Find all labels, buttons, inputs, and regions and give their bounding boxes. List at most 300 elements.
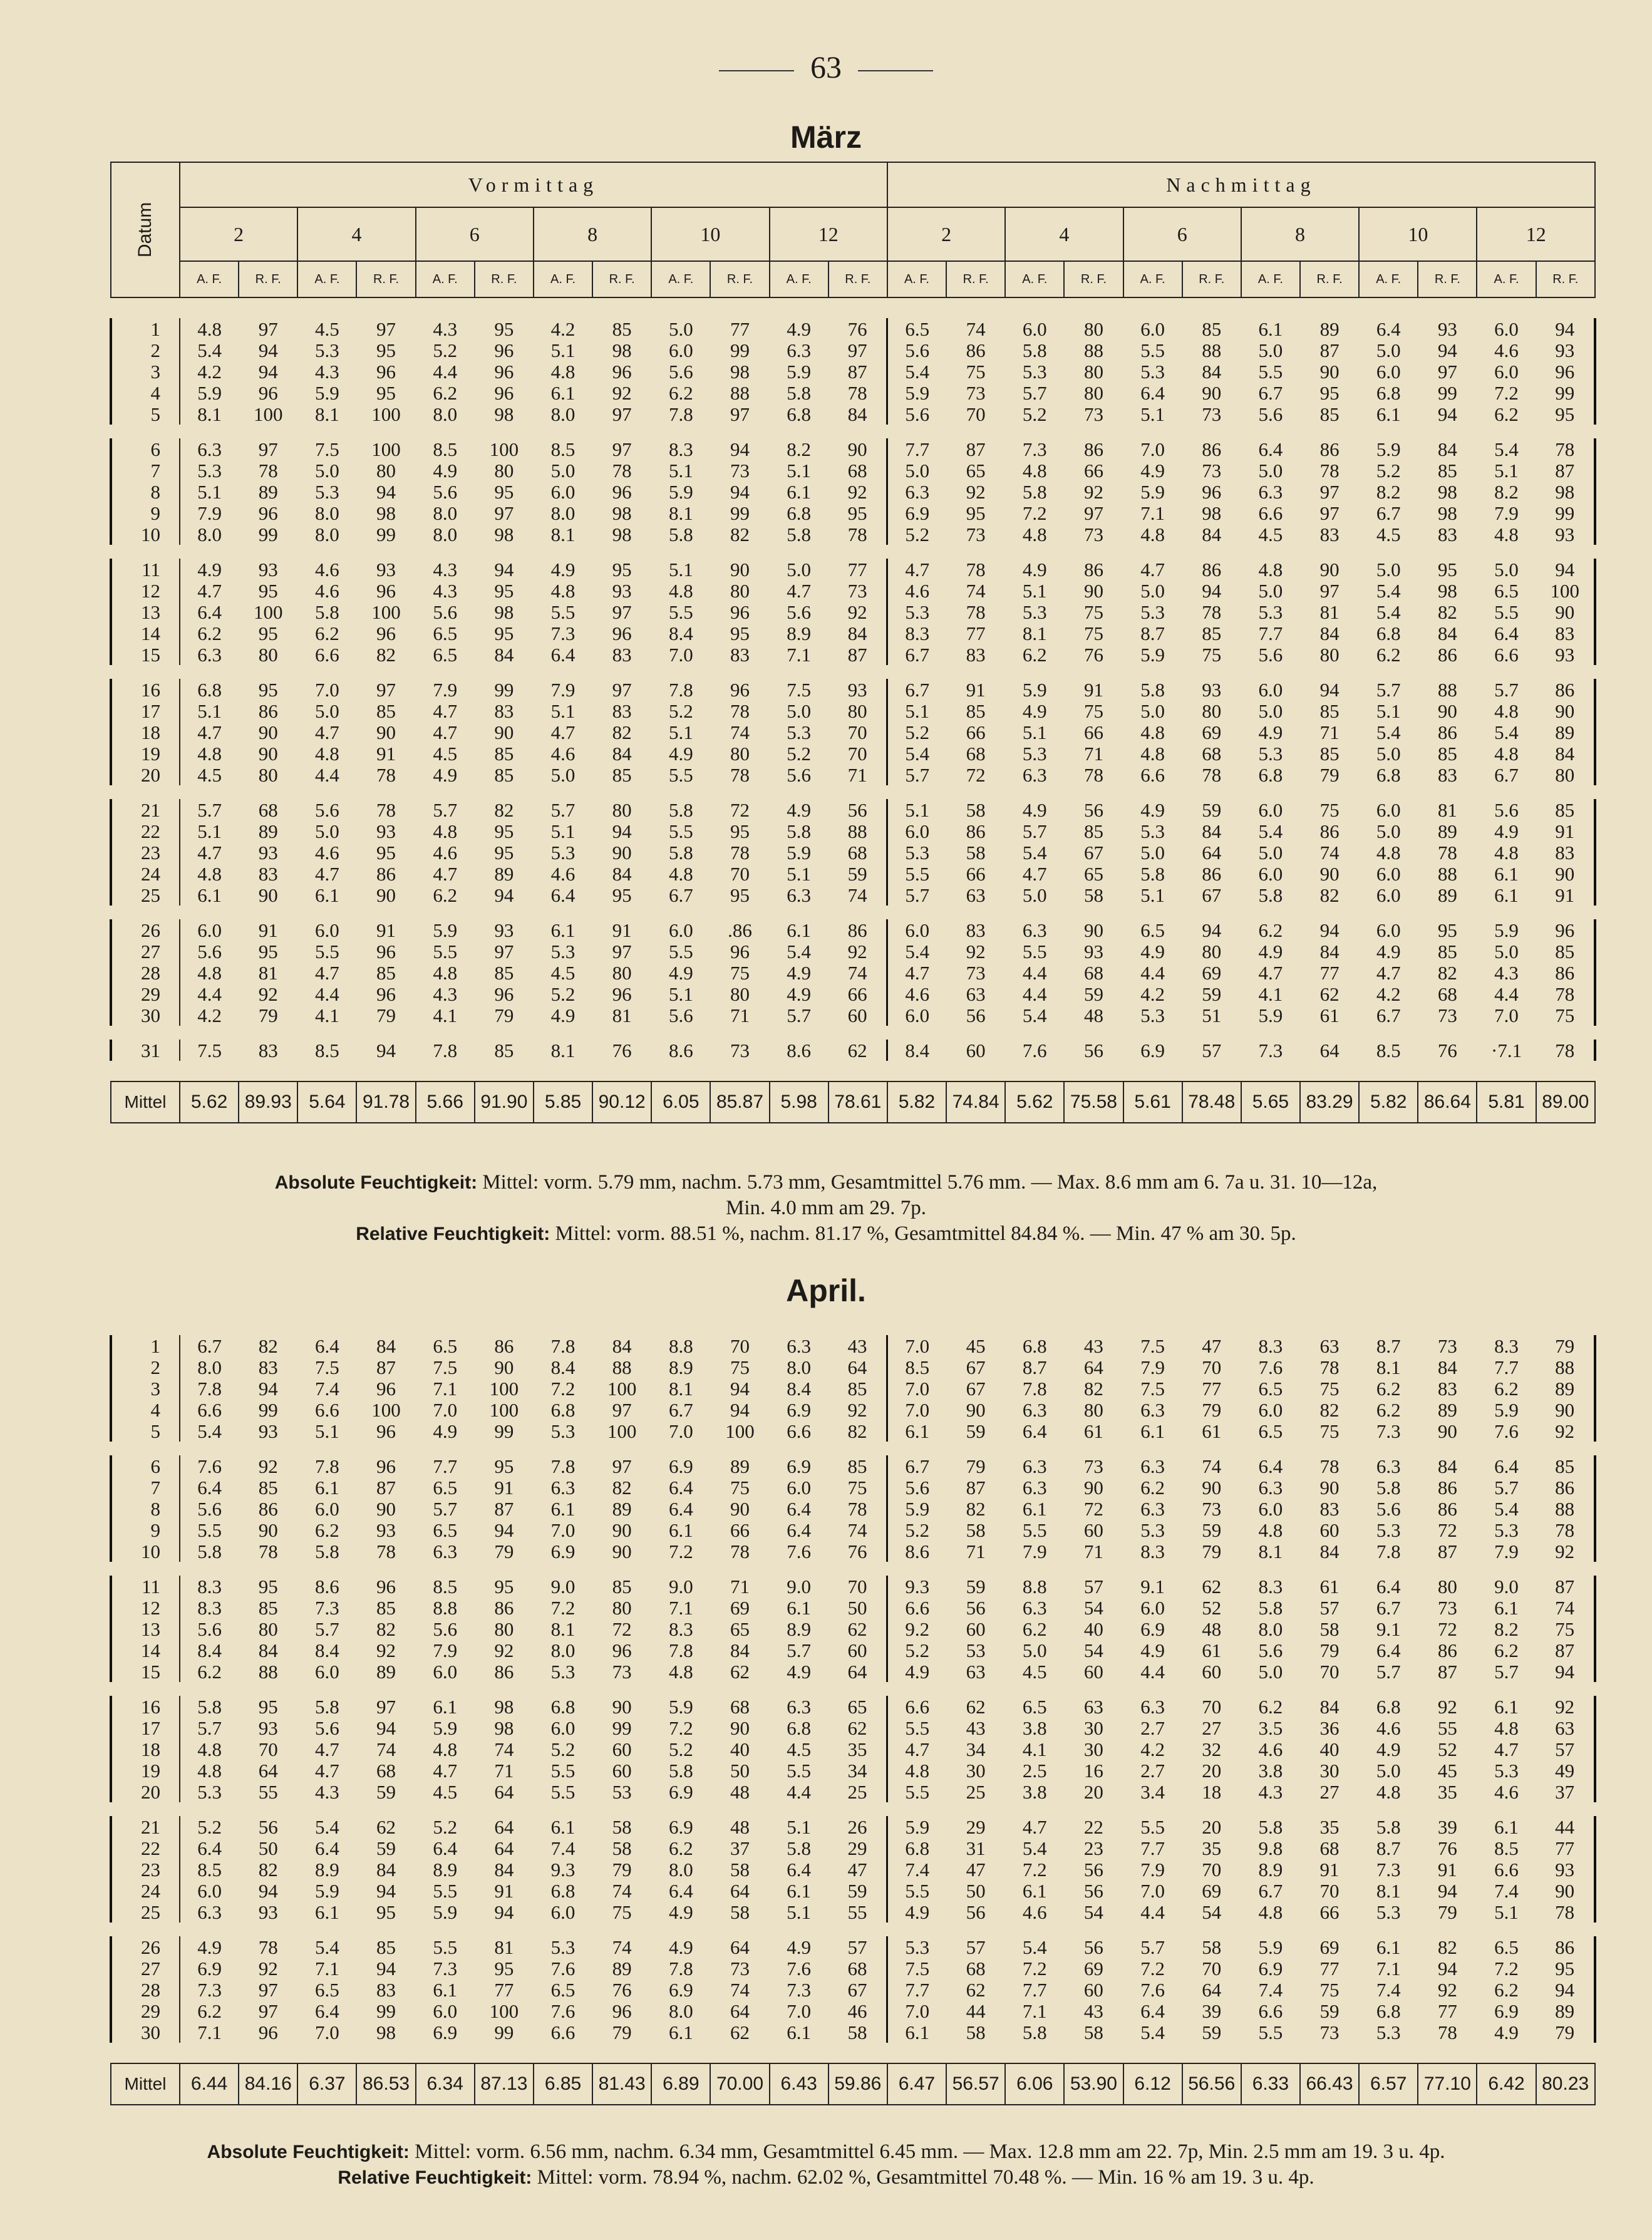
value-cell: 68 bbox=[1437, 983, 1457, 1005]
value-cell: 5.6 bbox=[197, 1497, 222, 1520]
value-cell: 79 bbox=[494, 1004, 514, 1026]
value-cell: 95 bbox=[1437, 919, 1457, 941]
mittel-cell: 91.78 bbox=[356, 1081, 415, 1123]
value-cell: 6.7 bbox=[1258, 381, 1283, 404]
value-cell: 4.3 bbox=[1258, 1780, 1283, 1803]
value-cell: 93 bbox=[258, 841, 278, 864]
value-cell: 91 bbox=[1319, 1858, 1340, 1881]
value-cell: 54 bbox=[1202, 1901, 1222, 1923]
value-cell: 90 bbox=[376, 1497, 396, 1520]
value-cell: 5.3 bbox=[1376, 1519, 1401, 1541]
value-cell: 86 bbox=[1437, 1497, 1457, 1520]
value-cell: 7.3 bbox=[1376, 1858, 1401, 1881]
day-cell: 5 bbox=[111, 403, 180, 425]
value-cell: 85 bbox=[258, 1476, 278, 1499]
value-cell: 6.1 bbox=[1494, 1596, 1519, 1619]
value-cell: 5.6 bbox=[1376, 1497, 1401, 1520]
value-cell: 5.0 bbox=[550, 763, 576, 786]
value-cell: 8.3 bbox=[668, 1618, 693, 1640]
value-cell: 4.9 bbox=[1022, 798, 1047, 821]
value-cell: 100 bbox=[253, 601, 283, 623]
value-cell: 7.5 bbox=[1140, 1377, 1165, 1400]
hour-header: 2 bbox=[180, 207, 297, 261]
value-cell: 7.8 bbox=[433, 1039, 458, 1061]
value-cell: 4.7 bbox=[433, 1759, 458, 1782]
value-cell: 87 bbox=[1437, 1540, 1457, 1562]
value-cell: 6.5 bbox=[433, 1519, 458, 1541]
value-cell: 6.2 bbox=[315, 622, 339, 644]
value-cell: 5.2 bbox=[905, 721, 930, 743]
day-cell: 4 bbox=[111, 1399, 180, 1420]
value-cell: 6.1 bbox=[668, 1519, 693, 1541]
value-cell: 86 bbox=[1319, 820, 1340, 842]
value-cell: 57 bbox=[1083, 1575, 1103, 1597]
value-cell: 80 bbox=[258, 1618, 278, 1640]
value-cell: 46 bbox=[829, 2000, 887, 2021]
value-cell: 4.8 bbox=[1494, 699, 1519, 722]
day-cell: 13 bbox=[111, 1618, 180, 1639]
value-cell: 99 bbox=[1437, 381, 1457, 404]
value-cell: 6.1 bbox=[433, 1695, 458, 1718]
value-cell: 100 bbox=[607, 1377, 637, 1400]
value-cell: 7.5 bbox=[787, 678, 812, 701]
value-cell: 7.1 bbox=[787, 643, 812, 666]
value-cell: 87 bbox=[494, 1497, 514, 1520]
value-cell: 5.8 bbox=[787, 523, 812, 545]
value-cell: 5.6 bbox=[197, 1618, 222, 1640]
value-cell: 84 bbox=[1536, 743, 1595, 764]
table-row bbox=[111, 524, 1595, 545]
value-cell: 94 bbox=[1536, 1661, 1595, 1682]
value-cell: 7.0 bbox=[668, 1420, 693, 1442]
hour-header: 12 bbox=[1477, 207, 1594, 261]
value-cell: 73 bbox=[966, 523, 986, 545]
value-cell: 57 bbox=[1536, 1738, 1595, 1760]
value-cell: 95 bbox=[494, 622, 514, 644]
value-cell: 5.2 bbox=[1022, 403, 1047, 425]
day-cell: 9 bbox=[111, 502, 180, 524]
mittel-cell: 87.13 bbox=[475, 2063, 534, 2105]
value-cell: 8.6 bbox=[315, 1575, 339, 1597]
value-cell: 78 bbox=[966, 558, 986, 581]
value-cell: 78 bbox=[612, 459, 632, 482]
value-cell: 8.1 bbox=[550, 1039, 576, 1061]
value-cell: 5.9 bbox=[1258, 1936, 1283, 1958]
value-cell: 48 bbox=[730, 1815, 750, 1838]
value-cell: 85 bbox=[1437, 940, 1457, 963]
value-cell: 20 bbox=[1083, 1780, 1103, 1803]
value-cell: 6.0 bbox=[787, 1476, 812, 1499]
rf-header: R. F. bbox=[1064, 261, 1123, 297]
value-cell: 8.9 bbox=[787, 622, 812, 644]
value-cell: 4.3 bbox=[315, 1780, 339, 1803]
value-cell: 4.2 bbox=[197, 1004, 222, 1026]
value-cell: 4.9 bbox=[1140, 1639, 1165, 1661]
value-cell: 5.6 bbox=[197, 940, 222, 963]
value-cell: 93 bbox=[1536, 524, 1595, 545]
value-cell: 5.4 bbox=[905, 940, 930, 963]
value-cell: 4.3 bbox=[433, 983, 458, 1005]
value-cell: 4.6 bbox=[315, 579, 339, 602]
value-cell: 69 bbox=[1083, 1957, 1103, 1979]
value-cell: 84 bbox=[258, 1639, 278, 1661]
value-cell: 92 bbox=[258, 1957, 278, 1979]
value-cell: 4.8 bbox=[197, 961, 222, 984]
value-cell: 69 bbox=[1202, 721, 1222, 743]
value-cell: 91 bbox=[1536, 884, 1595, 906]
value-cell: 8.9 bbox=[787, 1618, 812, 1640]
table-row bbox=[111, 1661, 1595, 1682]
value-cell: 8.7 bbox=[1022, 1356, 1047, 1378]
value-cell: 95 bbox=[1536, 403, 1595, 425]
value-cell: 7.5 bbox=[905, 1957, 930, 1979]
value-cell: 96 bbox=[1202, 480, 1222, 503]
value-cell: 73 bbox=[966, 381, 986, 404]
value-cell: 5.8 bbox=[197, 1540, 222, 1562]
value-cell: 6.3 bbox=[787, 1695, 812, 1718]
value-cell: 84 bbox=[730, 1639, 750, 1661]
value-cell: 5.3 bbox=[550, 1936, 576, 1958]
value-cell: 87 bbox=[1536, 460, 1595, 481]
value-cell: 6.1 bbox=[315, 1901, 339, 1923]
value-cell: 7.2 bbox=[1140, 1957, 1165, 1979]
value-cell: 7.0 bbox=[668, 643, 693, 666]
value-cell: 8.3 bbox=[668, 438, 693, 460]
value-cell: 8.3 bbox=[1258, 1334, 1283, 1357]
value-cell: 90 bbox=[376, 884, 396, 906]
value-cell: 85 bbox=[1536, 799, 1595, 820]
value-cell: 74 bbox=[494, 1738, 514, 1760]
value-cell: 4.8 bbox=[197, 742, 222, 765]
value-cell: 5.8 bbox=[1376, 1815, 1401, 1838]
note-label: Absolute Feuchtigkeit: bbox=[274, 1172, 478, 1193]
value-cell: 47 bbox=[1202, 1334, 1222, 1357]
value-cell: 66 bbox=[966, 862, 986, 885]
value-cell: 6.1 bbox=[1376, 1936, 1401, 1958]
value-cell: 63 bbox=[966, 983, 986, 1005]
value-cell: 4.9 bbox=[1140, 459, 1165, 482]
value-cell: 75 bbox=[966, 360, 986, 383]
value-cell: 5.0 bbox=[1376, 339, 1401, 361]
value-cell: 96 bbox=[376, 940, 396, 963]
value-cell: 31 bbox=[966, 1837, 986, 1859]
value-cell: 4.5 bbox=[787, 1738, 812, 1760]
value-cell: 96 bbox=[494, 381, 514, 404]
value-cell: 20 bbox=[1202, 1815, 1222, 1838]
value-cell: 5.8 bbox=[1022, 480, 1047, 503]
value-cell: 79 bbox=[258, 1004, 278, 1026]
value-cell: 94 bbox=[376, 1716, 396, 1739]
value-cell: 84 bbox=[494, 1858, 514, 1881]
value-cell: 8.7 bbox=[1140, 622, 1165, 644]
value-cell: 66 bbox=[829, 983, 887, 1004]
value-cell: 75 bbox=[730, 961, 750, 984]
value-cell: 6.0 bbox=[905, 919, 930, 941]
value-cell: 3.4 bbox=[1140, 1780, 1165, 1803]
value-cell: 4.9 bbox=[668, 1936, 693, 1958]
value-cell: 5.2 bbox=[905, 1639, 930, 1661]
value-cell: 7.1 bbox=[1022, 2000, 1047, 2022]
day-cell: 8 bbox=[111, 1498, 180, 1519]
value-cell: 6.0 bbox=[433, 2000, 458, 2022]
mittel-cell: 75.58 bbox=[1064, 1081, 1123, 1123]
value-cell: 5.8 bbox=[668, 841, 693, 864]
value-cell: 91 bbox=[376, 919, 396, 941]
table-row bbox=[111, 1378, 1595, 1399]
table-row bbox=[111, 1816, 1595, 1837]
value-cell: 48 bbox=[730, 1780, 750, 1803]
value-cell: 6.8 bbox=[787, 502, 812, 524]
value-cell: 8.2 bbox=[1376, 480, 1401, 503]
value-cell: 6.4 bbox=[1258, 438, 1283, 460]
value-cell: 8.1 bbox=[550, 1618, 576, 1640]
table-row bbox=[111, 1696, 1595, 1717]
value-cell: 76 bbox=[1083, 643, 1103, 666]
value-cell: 50 bbox=[730, 1759, 750, 1782]
value-cell: 91 bbox=[376, 742, 396, 765]
af-header: A. F. bbox=[651, 261, 710, 297]
value-cell: 86 bbox=[1437, 1639, 1457, 1661]
value-cell: 5.4 bbox=[1022, 841, 1047, 864]
value-cell: 90 bbox=[1536, 601, 1595, 622]
value-cell: 75 bbox=[1536, 1618, 1595, 1639]
value-cell: 5.6 bbox=[905, 339, 930, 361]
value-cell: 86 bbox=[1437, 643, 1457, 666]
value-cell: 70 bbox=[258, 1738, 278, 1760]
value-cell: 73 bbox=[1202, 1497, 1222, 1520]
value-cell: 58 bbox=[966, 841, 986, 864]
value-cell: 98 bbox=[1536, 481, 1595, 502]
value-cell: 6.2 bbox=[1494, 1639, 1519, 1661]
value-cell: 7.9 bbox=[433, 1639, 458, 1661]
value-cell: 5.9 bbox=[905, 1815, 930, 1838]
value-cell: 6.6 bbox=[1258, 502, 1283, 524]
day-cell: 23 bbox=[111, 842, 180, 863]
value-cell: 65 bbox=[730, 1618, 750, 1640]
value-cell: 73 bbox=[730, 1957, 750, 1979]
value-cell: 6.7 bbox=[1494, 763, 1519, 786]
day-cell: 7 bbox=[111, 460, 180, 481]
value-cell: .86 bbox=[728, 919, 752, 941]
value-cell: 7.9 bbox=[1494, 1540, 1519, 1562]
value-cell: 95 bbox=[966, 502, 986, 524]
value-cell: 75 bbox=[1202, 643, 1222, 666]
value-cell: 99 bbox=[258, 1398, 278, 1421]
value-cell: 64 bbox=[1202, 841, 1222, 864]
value-cell: 90 bbox=[612, 841, 632, 864]
value-cell: 84 bbox=[1202, 523, 1222, 545]
value-cell: 7.1 bbox=[197, 2021, 222, 2043]
value-cell: 6.5 bbox=[905, 317, 930, 340]
value-cell: 35 bbox=[1437, 1780, 1457, 1803]
value-cell: 5.3 bbox=[1140, 1004, 1165, 1026]
value-cell: 74 bbox=[730, 1978, 750, 2001]
value-cell: 98 bbox=[1437, 502, 1457, 524]
value-cell: ·7.1 bbox=[1491, 1039, 1522, 1061]
value-cell: 5.3 bbox=[550, 1660, 576, 1683]
value-cell: 93 bbox=[1202, 678, 1222, 701]
value-cell: 5.5 bbox=[550, 601, 576, 623]
value-cell: 5.4 bbox=[787, 940, 812, 963]
value-cell: 74 bbox=[376, 1738, 396, 1760]
value-cell: 85 bbox=[612, 317, 632, 340]
value-cell: 4.9 bbox=[668, 742, 693, 765]
value-cell: 60 bbox=[1202, 1660, 1222, 1683]
value-cell: 6.6 bbox=[197, 1398, 222, 1421]
value-cell: 58 bbox=[966, 2021, 986, 2043]
mittel-cell: 6.12 bbox=[1123, 2063, 1182, 2105]
value-cell: 97 bbox=[258, 438, 278, 460]
rf-header: R. F. bbox=[1300, 261, 1359, 297]
value-cell: 8.1 bbox=[1376, 1879, 1401, 1902]
value-cell: 7.7 bbox=[1140, 1837, 1165, 1859]
value-cell: 35 bbox=[1319, 1815, 1340, 1838]
value-cell: 5.8 bbox=[1376, 1476, 1401, 1499]
value-cell: 95 bbox=[376, 1901, 396, 1923]
value-cell: 87 bbox=[376, 1476, 396, 1499]
value-cell: 6.6 bbox=[1258, 2000, 1283, 2022]
value-cell: 8.5 bbox=[315, 1039, 339, 1061]
value-cell: 93 bbox=[258, 558, 278, 581]
value-cell: 6.2 bbox=[433, 381, 458, 404]
value-cell: 56 bbox=[966, 1596, 986, 1619]
value-cell: 5.0 bbox=[1376, 558, 1401, 581]
value-cell: 99 bbox=[612, 1716, 632, 1739]
value-cell: 8.0 bbox=[197, 1356, 222, 1378]
value-cell: 100 bbox=[607, 1420, 637, 1442]
table-row bbox=[111, 1420, 1595, 1442]
value-cell: 62 bbox=[829, 1618, 887, 1639]
value-cell: 4.3 bbox=[433, 317, 458, 340]
mittel-cell: 77.10 bbox=[1418, 2063, 1477, 2105]
value-cell: 6.0 bbox=[1494, 317, 1519, 340]
datum-header: Datum bbox=[111, 162, 180, 297]
value-cell: 5.1 bbox=[550, 339, 576, 361]
value-cell: 8.8 bbox=[433, 1596, 458, 1619]
value-cell: 6.2 bbox=[315, 1519, 339, 1541]
value-cell: 57 bbox=[1202, 1039, 1222, 1061]
mittel-cell: 89.00 bbox=[1536, 1081, 1595, 1123]
value-cell: 70 bbox=[1202, 1858, 1222, 1881]
value-cell: 78 bbox=[829, 1498, 887, 1519]
value-cell: 97 bbox=[612, 1398, 632, 1421]
value-cell: 74 bbox=[1536, 1597, 1595, 1618]
value-cell: 5.6 bbox=[668, 360, 693, 383]
value-cell: 5.9 bbox=[1494, 919, 1519, 941]
value-cell: 95 bbox=[258, 622, 278, 644]
day-cell: 2 bbox=[111, 339, 180, 361]
value-cell: 70 bbox=[730, 862, 750, 885]
value-cell: 7.7 bbox=[905, 1978, 930, 2001]
value-cell: 45 bbox=[1437, 1759, 1457, 1782]
value-cell: 92 bbox=[1083, 480, 1103, 503]
value-cell: 78 bbox=[1536, 983, 1595, 1004]
table-row bbox=[111, 919, 1595, 941]
day-cell: 19 bbox=[111, 1760, 180, 1781]
value-cell: 79 bbox=[1536, 1335, 1595, 1356]
value-cell: 5.0 bbox=[1258, 699, 1283, 722]
note-label: Absolute Feuchtigkeit: bbox=[207, 2142, 410, 2162]
value-cell: 5.8 bbox=[315, 1695, 339, 1718]
value-cell: 7.2 bbox=[1494, 381, 1519, 404]
value-cell: 6.2 bbox=[1258, 919, 1283, 941]
value-cell: 6.8 bbox=[197, 678, 222, 701]
value-cell: 78 bbox=[1536, 1519, 1595, 1541]
value-cell: 68 bbox=[829, 1958, 887, 1979]
value-cell: 6.2 bbox=[197, 2000, 222, 2022]
value-cell: 95 bbox=[258, 1695, 278, 1718]
value-cell: 5.4 bbox=[1376, 579, 1401, 602]
value-cell: 6.9 bbox=[197, 1957, 222, 1979]
value-cell: 5.8 bbox=[668, 523, 693, 545]
value-cell: 95 bbox=[258, 678, 278, 701]
value-cell: 23 bbox=[1083, 1837, 1103, 1859]
value-cell: 6.1 bbox=[1022, 1879, 1047, 1902]
value-cell: 78 bbox=[258, 1936, 278, 1958]
value-cell: 78 bbox=[376, 1540, 396, 1562]
value-cell: 5.4 bbox=[1022, 1837, 1047, 1859]
value-cell: 80 bbox=[1536, 764, 1595, 785]
value-cell: 5.7 bbox=[787, 1004, 812, 1026]
mittel-cell: 56.57 bbox=[946, 2063, 1005, 2105]
af-header: A. F. bbox=[180, 261, 239, 297]
value-cell: 74 bbox=[966, 579, 986, 602]
value-cell: 6.5 bbox=[433, 1334, 458, 1357]
value-cell: 96 bbox=[376, 1455, 396, 1477]
value-cell: 89 bbox=[612, 1957, 632, 1979]
mittel-cell: 84.16 bbox=[239, 2063, 297, 2105]
value-cell: 7.4 bbox=[1258, 1978, 1283, 2001]
value-cell: 70 bbox=[1202, 1356, 1222, 1378]
value-cell: 5.5 bbox=[905, 1716, 930, 1739]
value-cell: 5.3 bbox=[1376, 1901, 1401, 1923]
value-cell: 71 bbox=[730, 1575, 750, 1597]
value-cell: 68 bbox=[829, 842, 887, 863]
value-cell: 97 bbox=[829, 339, 887, 361]
value-cell: 4.3 bbox=[1494, 961, 1519, 984]
value-cell: 95 bbox=[730, 884, 750, 906]
value-cell: 61 bbox=[1319, 1004, 1340, 1026]
value-cell: 68 bbox=[966, 742, 986, 765]
value-cell: 62 bbox=[730, 1660, 750, 1683]
value-cell: 6.3 bbox=[1022, 763, 1047, 786]
value-cell: 80 bbox=[1202, 940, 1222, 963]
value-cell: 68 bbox=[966, 1957, 986, 1979]
value-cell: 8.6 bbox=[787, 1039, 812, 1061]
value-cell: 4.7 bbox=[197, 579, 222, 602]
value-cell: 4.8 bbox=[197, 1738, 222, 1760]
value-cell: 78 bbox=[1437, 841, 1457, 864]
value-cell: 7.9 bbox=[1494, 502, 1519, 524]
value-cell: 71 bbox=[829, 764, 887, 785]
value-cell: 50 bbox=[966, 1879, 986, 1902]
value-cell: 6.4 bbox=[433, 1837, 458, 1859]
table-row bbox=[111, 1356, 1595, 1378]
value-cell: 8.1 bbox=[315, 403, 339, 425]
value-cell: 56 bbox=[1083, 1039, 1103, 1061]
value-cell: 4.6 bbox=[550, 862, 576, 885]
value-cell: 4.7 bbox=[905, 558, 930, 581]
value-cell: 72 bbox=[1437, 1519, 1457, 1541]
value-cell: 53 bbox=[966, 1639, 986, 1661]
value-cell: 5.6 bbox=[1258, 403, 1283, 425]
value-cell: 7.6 bbox=[1494, 1420, 1519, 1442]
value-cell: 5.6 bbox=[1258, 643, 1283, 666]
value-cell: 4.8 bbox=[433, 1738, 458, 1760]
value-cell: 93 bbox=[829, 679, 887, 700]
value-cell: 83 bbox=[1319, 523, 1340, 545]
value-cell: 86 bbox=[258, 1497, 278, 1520]
